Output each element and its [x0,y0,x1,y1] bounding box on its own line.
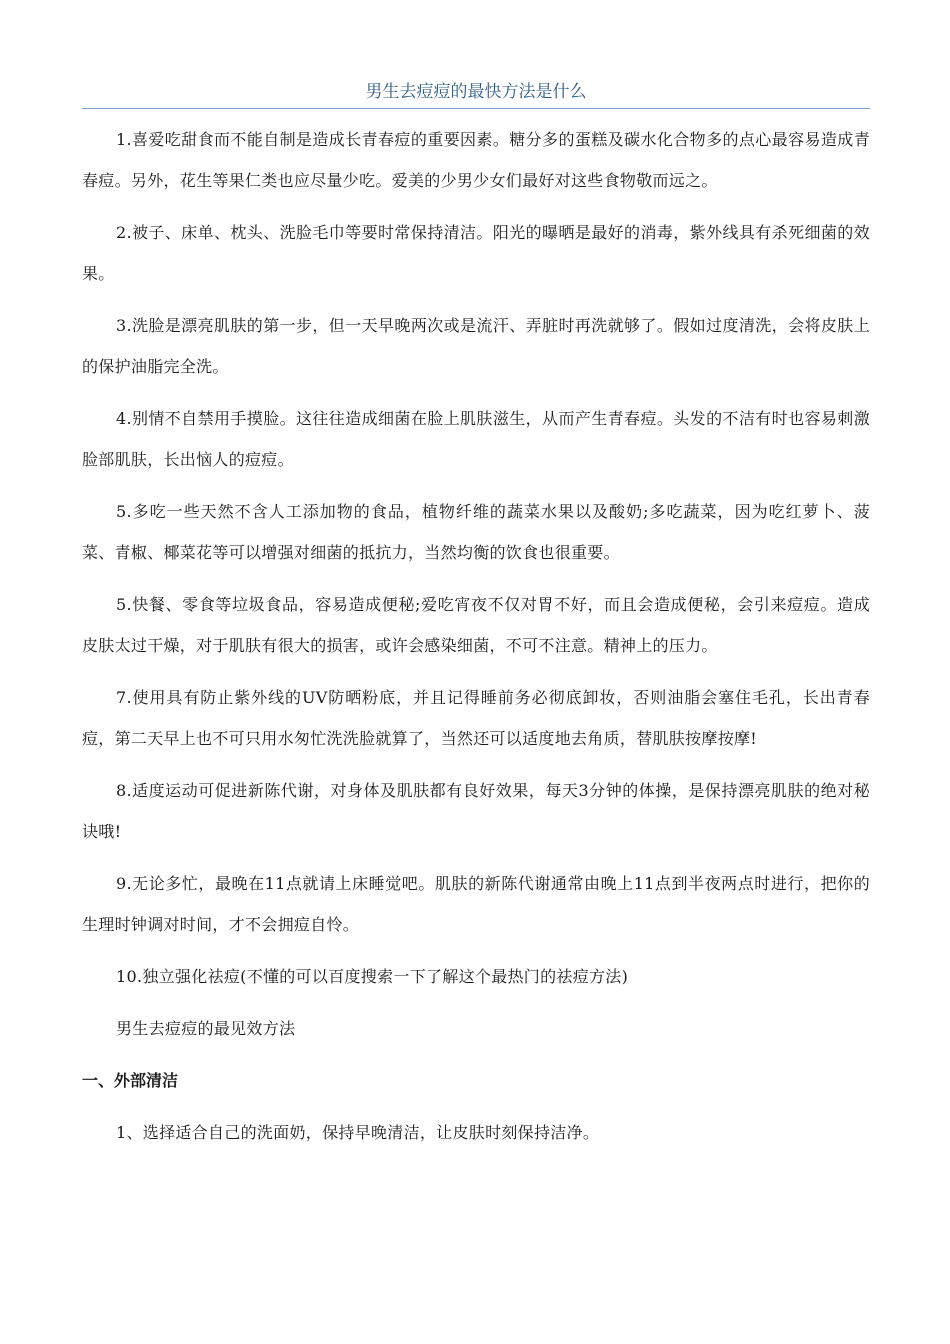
paragraph-8: 8.适度运动可促进新陈代谢，对身体及肌肤都有良好效果，每天3分钟的体操，是保持漂亮肌肤的绝对秘诀哦! [82,781,870,841]
paragraph-6: 5.快餐、零食等垃圾食品，容易造成便秘;爱吃宵夜不仅对胃不好，而且会造成便秘，会引来痘痘。造成皮肤太过干燥，对于肌肤有很大的损害，或许会感染细菌，不可不注意。精神上的压力。 [82,595,870,655]
paragraph-3: 3.洗脸是漂亮肌肤的第一步，但一天早晚两次或是流汗、弄脏时再洗就够了。假如过度清洗，会将皮肤上的保护油脂完全洗。 [82,316,870,376]
paragraph-7: 7.使用具有防止紫外线的UV防晒粉底，并且记得睡前务必彻底卸妆，否则油脂会塞住毛孔，长出青春痘，第二天早上也不可只用水匆忙洗洗脸就算了，当然还可以适度地去角质，替肌肤按摩按摩! [82,688,870,748]
paragraph-10: 10.独立强化祛痘(不懂的可以百度搜索一下了解这个最热门的祛痘方法) [116,967,629,986]
paragraph-subtitle: 男生去痘痘的最见效方法 [116,1019,296,1038]
document-page [82,78,870,1164]
paragraph-1: 1.喜爱吃甜食而不能自制是造成长青春痘的重要因素。糖分多的蛋糕及碳水化合物多的点心最容易造成青春痘。另外，花生等果仁类也应尽量少吃。爱美的少男少女们最好对这些食物敬而远之。 [82,130,870,190]
page-header-title: 男生去痘痘的最快方法是什么 [82,78,870,109]
paragraph-2: 2.被子、床单、枕头、洗脸毛巾等要时常保持清洁。阳光的曝晒是最好的消毒，紫外线具有杀死细菌的效果。 [82,223,870,283]
paragraph-5: 5.多吃一些天然不含人工添加物的食品，植物纤维的蔬菜水果以及酸奶;多吃蔬菜，因为吃红萝卜、菠菜、青椒、椰菜花等可以增强对细菌的抵抗力，当然均衡的饮食也很重要。 [82,502,870,562]
section-heading: 一、外部清洁 [82,1071,179,1090]
paragraph-9: 9.无论多忙，最晚在11点就请上床睡觉吧。肌肤的新陈代谢通常由晚上11点到半夜两点时进行，把你的生理时钟调对时间，才不会拥痘自怜。 [82,874,870,934]
section-paragraph-1: 1、选择适合自己的洗面奶，保持早晚清洁，让皮肤时刻保持洁净。 [116,1123,600,1142]
paragraph-4: 4.别情不自禁用手摸脸。这往往造成细菌在脸上肌肤滋生，从而产生青春痘。头发的不洁有时也容易刺激脸部肌肤，长出恼人的痘痘。 [82,409,870,469]
